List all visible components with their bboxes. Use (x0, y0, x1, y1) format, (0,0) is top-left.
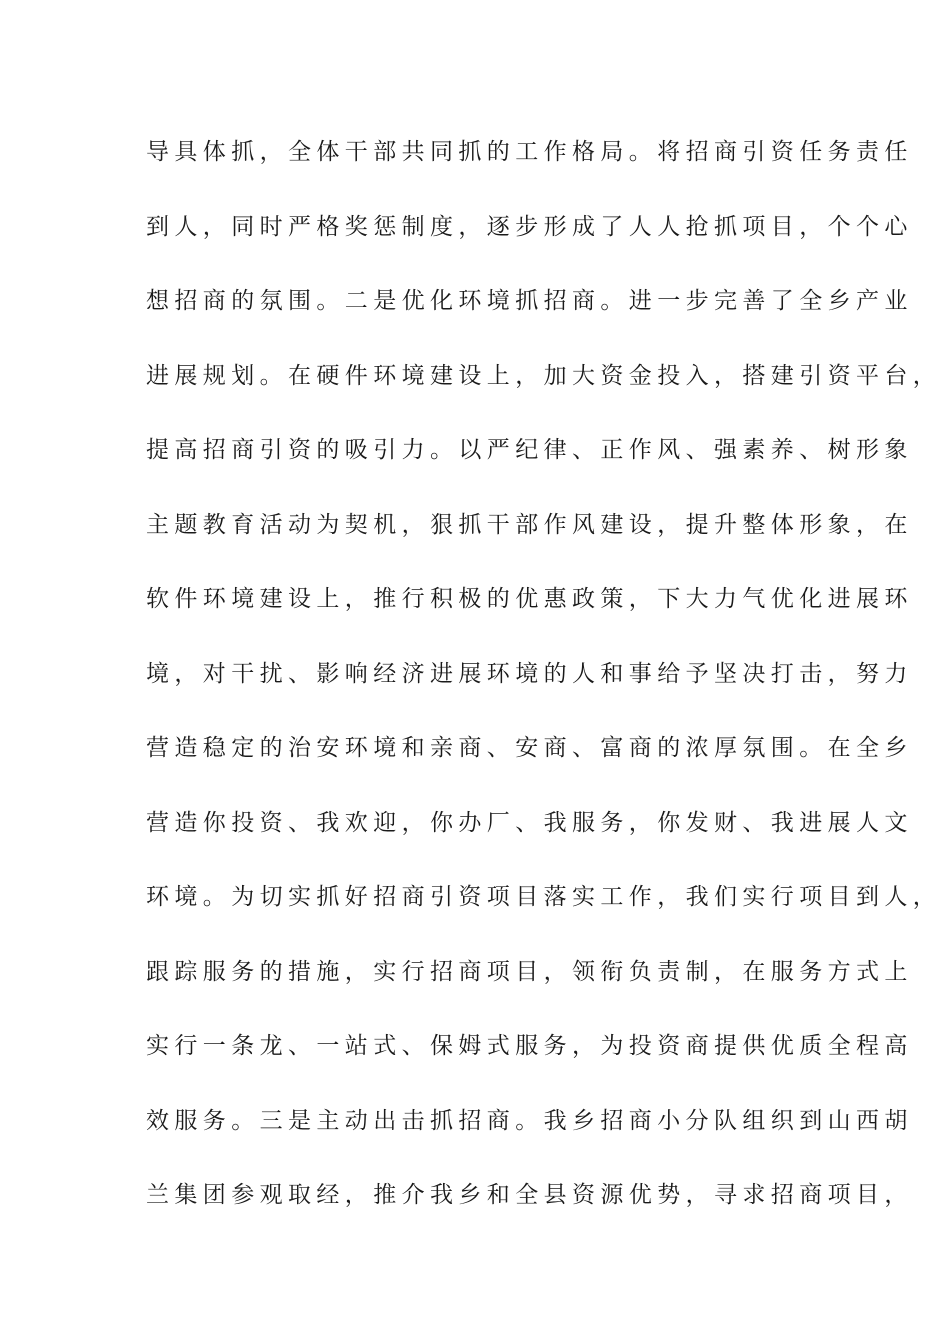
text-line-11: 环境。为切实抓好招商引资项目落实工作，我们实行项目到人， (146, 884, 942, 910)
text-line-5: 提高招商引资的吸引力。以严纪律、正作风、强素养、树形象 (146, 437, 913, 463)
text-line-15: 兰集团参观取经，推介我乡和全县资源优势，寻求招商项目， (146, 1182, 913, 1208)
text-line-14: 效服务。三是主动出击抓招商。我乡招商小分队组织到山西胡 (146, 1107, 913, 1134)
body-text (146, 131, 942, 1249)
text-line-7: 软件环境建设上，推行积极的优惠政策，下大力气优化进展环 (146, 586, 913, 612)
text-line-1: 导具体抓，全体干部共同抓的工作格局。将招商引资任务责任 (146, 139, 913, 165)
text-line-3: 想招商的氛围。二是优化环境抓招商。进一步完善了全乡产业 (146, 288, 913, 314)
text-line-2: 到人，同时严格奖惩制度，逐步形成了人人抢抓项目，个个心 (146, 213, 913, 240)
text-line-13: 实行一条龙、一站式、保姆式服务，为投资商提供优质全程高 (146, 1033, 913, 1059)
text-line-9: 营造稳定的治安环境和亲商、安商、富商的浓厚氛围。在全乡 (146, 735, 913, 761)
text-line-12: 跟踪服务的措施，实行招商项目，领衔负责制，在服务方式上 (146, 958, 913, 985)
text-line-8: 境，对干扰、影响经济进展环境的人和事给予坚决打击，努力 (146, 660, 913, 687)
text-line-10: 营造你投资、我欢迎，你办厂、我服务，你发财、我进展人文 (146, 809, 913, 836)
text-line-4: 进展规划。在硬件环境建设上，加大资金投入，搭建引资平台， (146, 362, 942, 389)
text-line-6: 主题教育活动为契机，狠抓干部作风建设，提升整体形象，在 (146, 511, 913, 538)
